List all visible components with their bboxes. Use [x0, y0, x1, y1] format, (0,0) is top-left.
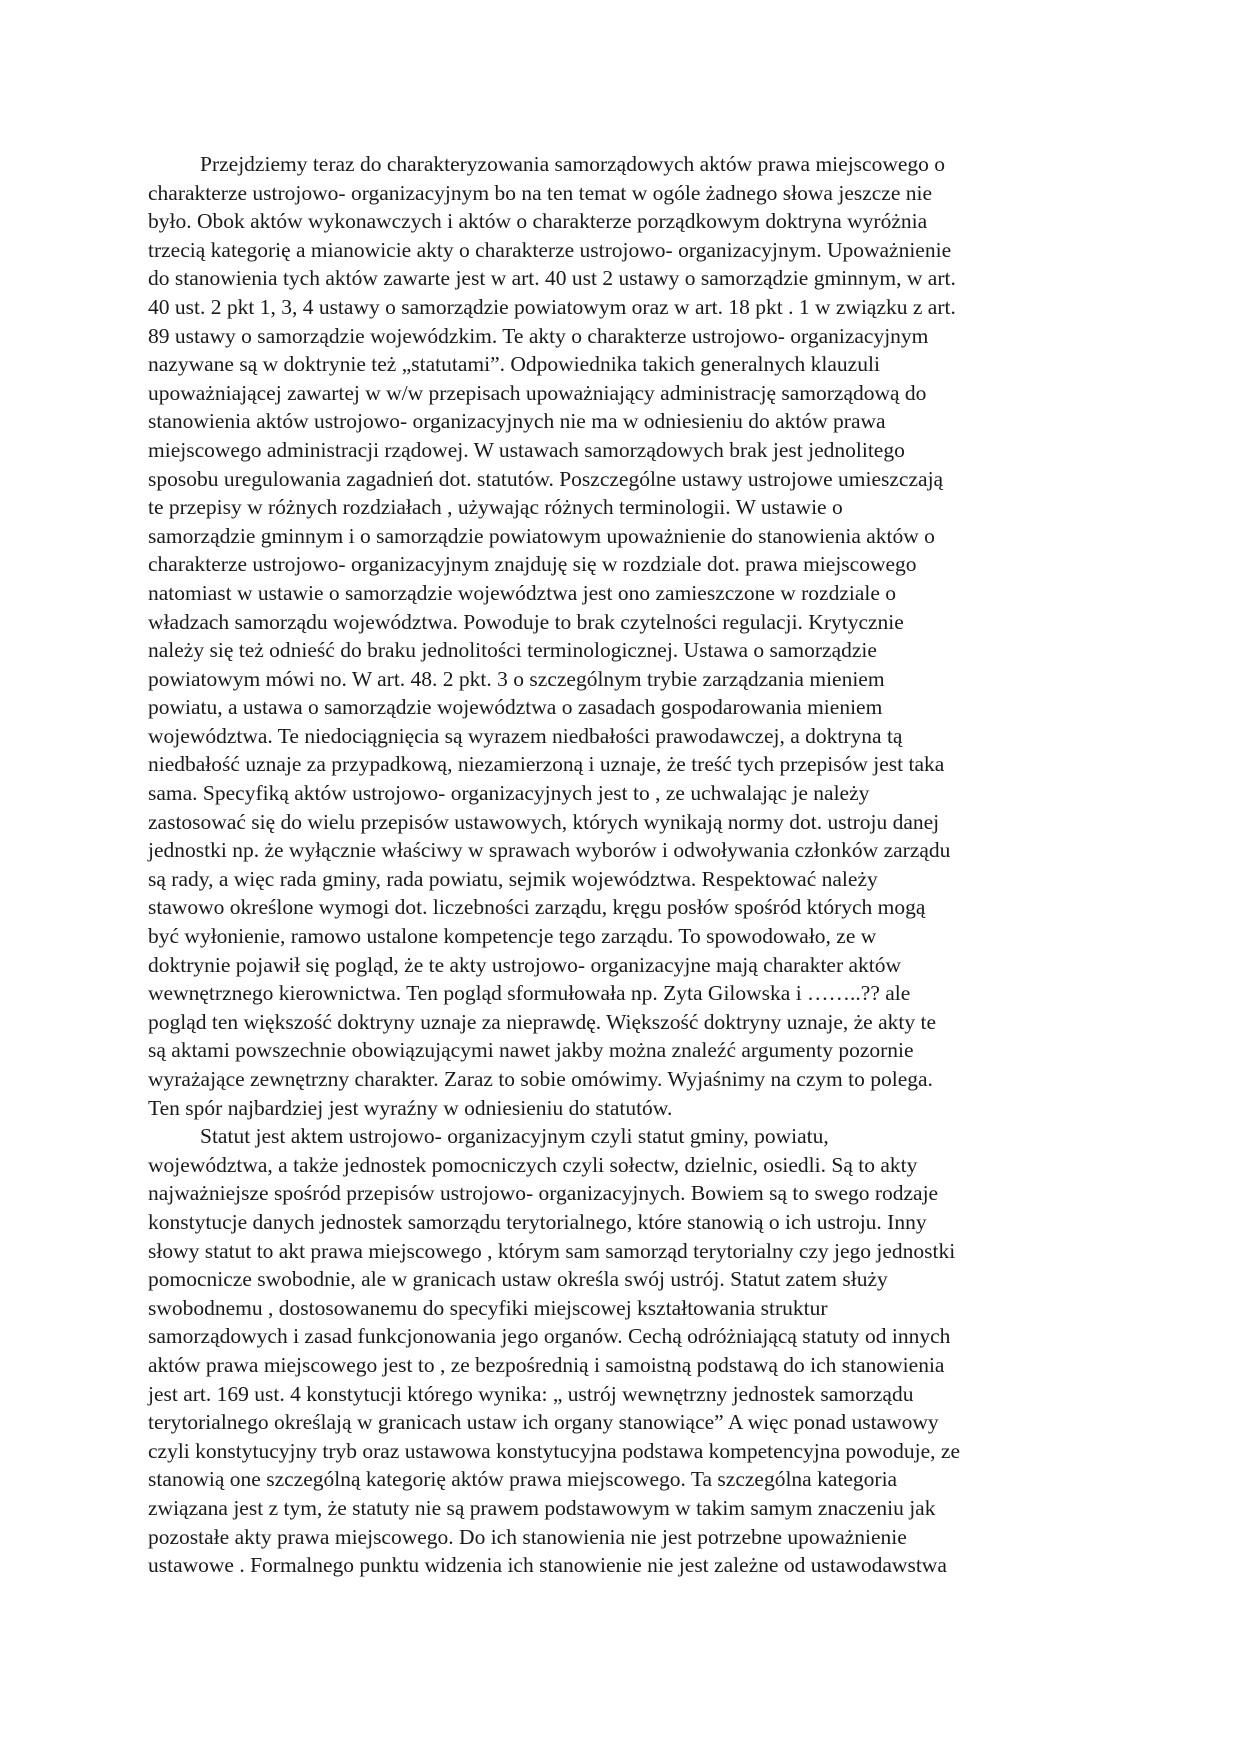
text-line: stanowienia aktów ustrojowo- organizacyjnych nie ma w odniesieniu do aktów prawa [148, 409, 886, 434]
text-line: jest art. 169 ust. 4 konstytucji którego wynika: „ ustrój wewnętrzny jednostek samorządu [148, 1381, 914, 1406]
text-line: województwa, a także jednostek pomocniczych czyli sołectw, dzielnic, osiedli. Są to akty [148, 1152, 918, 1177]
text-line: województwa. Te niedociągnięcia są wyrazem niedbałości prawodawczej, a doktryna tą [148, 723, 903, 748]
text-line: charakterze ustrojowo- organizacyjnym bo na ten temat w ogóle żadnego słowa jeszcze nie [148, 180, 933, 205]
text-line: natomiast w ustawie o samorządzie województwa jest ono zamieszczone w rozdziale o [148, 580, 897, 605]
text-line: stanowią one szczególną kategorię aktów prawa miejscowego. Ta szczególna kategoria [148, 1467, 898, 1492]
text-line: powiatowym mówi no. W art. 48. 2 pkt. 3 o szczególnym trybie zarządzania mieniem [148, 666, 885, 691]
text-line: swobodnemu , dostosowanemu do specyfiki miejscowej kształtowania struktur [148, 1295, 828, 1320]
text-line: trzecią kategorię a mianowicie akty o charakterze ustrojowo- organizacyjnym. Upoważnienie [148, 237, 952, 262]
text-line: Statut jest aktem ustrojowo- organizacyjnym czyli statut gminy, powiatu, [200, 1124, 829, 1149]
text-line: doktrynie pojawił się pogląd, że te akty ustrojowo- organizacyjne mają charakter aktów [148, 952, 902, 977]
document-body [148, 150, 1098, 1580]
text-line: konstytucje danych jednostek samorządu terytorialnego, które stanowią o ich ustroju. Inny [148, 1209, 927, 1234]
text-line: pomocnicze swobodnie, ale w granicach ustaw określa swój ustrój. Statut zatem służy [148, 1267, 888, 1292]
text-line: Ten spór najbardziej jest wyraźny w odniesieniu do statutów. [148, 1095, 673, 1120]
text-line: charakterze ustrojowo- organizacyjnym znajduję się w rozdziale dot. prawa miejscowego [148, 552, 917, 577]
text-line: należy się też odnieść do braku jednolitości terminologicznej. Ustawa o samorządzie [148, 638, 877, 663]
text-line: pozostałe akty prawa miejscowego. Do ich stanowienia nie jest potrzebne upoważnienie [148, 1524, 907, 1549]
text-line: są aktami powszechnie obowiązującymi nawet jakby można znaleźć argumenty pozornie [148, 1038, 914, 1063]
text-line: być wyłonienie, ramowo ustalone kompetencje tego zarządu. To spowodowało, ze w [148, 924, 877, 949]
text-line: sposobu uregulowania zagadnień dot. statutów. Poszczególne ustawy ustrojowe umieszczają [148, 466, 944, 491]
text-line: samorządzie gminnym i o samorządzie powiatowym upoważnienie do stanowienia aktów o [148, 523, 935, 548]
text-line: słowy statut to akt prawa miejscowego , którym sam samorząd terytorialny czy jego jednostki [148, 1238, 956, 1263]
text-line: zastosować się do wielu przepisów ustawowych, których wynikają normy dot. ustroju danej [148, 809, 940, 834]
text-line: czyli konstytucyjny tryb oraz ustawowa konstytucyjna podstawa kompetencyjna powoduje, ze [148, 1438, 961, 1463]
text-line: wewnętrznego kierownictwa. Ten pogląd sformułowała np. Zyta Gilowska i ……..?? ale [148, 981, 911, 1006]
text-line: powiatu, a ustawa o samorządzie województwa o zasadach gospodarowania mieniem [148, 695, 883, 720]
text-line: są rady, a więc rada gminy, rada powiatu, sejmik województwa. Respektować należy [148, 866, 878, 891]
text-line: ustawowe . Formalnego punktu widzenia ich stanowienie nie jest zależne od ustawodawstwa [148, 1553, 947, 1578]
text-line: pogląd ten większość doktryny uznaje za nieprawdę. Większość doktryny uznaje, że akty te [148, 1009, 936, 1034]
text-line: władzach samorządu województwa. Powoduje to brak czytelności regulacji. Krytycznie [148, 609, 904, 634]
text-line: aktów prawa miejscowego jest to , ze bezpośrednią i samoistną podstawą do ich stanowienia [148, 1352, 945, 1377]
text-line: było. Obok aktów wykonawczych i aktów o charakterze porządkowym doktryna wyróżnia [148, 209, 928, 234]
text-line: nazywane są w doktrynie też „statutami”. Odpowiednika takich generalnych klauzuli [148, 352, 880, 377]
text-line: 89 ustawy o samorządzie wojewódzkim. Te akty o charakterze ustrojowo- organizacyjnym [148, 323, 929, 348]
text-line: upoważniającej zawartej w w/w przepisach upoważniający administrację samorządową do [148, 380, 927, 405]
text-line: do stanowienia tych aktów zawarte jest w art. 40 ust 2 ustawy o samorządzie gminnym, w art. [148, 266, 956, 291]
text-line: Przejdziemy teraz do charakteryzowania samorządowych aktów prawa miejscowego o [200, 152, 946, 176]
text-line: miejscowego administracji rządowej. W ustawach samorządowych brak jest jednolitego [148, 437, 905, 462]
text-line: wyrażające zewnętrzny charakter. Zaraz to sobie omówimy. Wyjaśnimy na czym to polega. [148, 1067, 933, 1091]
text-line: te przepisy w różnych rozdziałach , używając różnych terminologii. W ustawie o [148, 495, 843, 520]
text-line: 40 ust. 2 pkt 1, 3, 4 ustawy o samorządzie powiatowym oraz w art. 18 pkt . 1 w związku z art. [148, 294, 956, 319]
text-line: samorządowych i zasad funkcjonowania jego organów. Cechą odróżniającą statuty od innych [148, 1324, 951, 1349]
text-line: stawowo określone wymogi dot. liczebności zarządu, kręgu posłów spośród których mogą [148, 895, 926, 920]
text-line: niedbałość uznaje za przypadkową, niezamierzoną i uznaje, że treść tych przepisów jest taka [148, 752, 945, 777]
text-line: terytorialnego określają w granicach ustaw ich organy stanowiące” A więc ponad ustawowy [148, 1410, 939, 1435]
text-line: sama. Specyfiką aktów ustrojowo- organizacyjnych jest to , ze uchwalając je należy [148, 781, 870, 806]
text-line: jednostki np. że wyłącznie właściwy w sprawach wyborów i odwoływania członków zarządu [148, 838, 951, 863]
text-line: najważniejsze spośród przepisów ustrojowo- organizacyjnych. Bowiem są to swego rodzaje [148, 1181, 939, 1206]
text-line: związana jest z tym, że statuty nie są prawem podstawowym w takim samym znaczeniu jak [148, 1495, 936, 1520]
